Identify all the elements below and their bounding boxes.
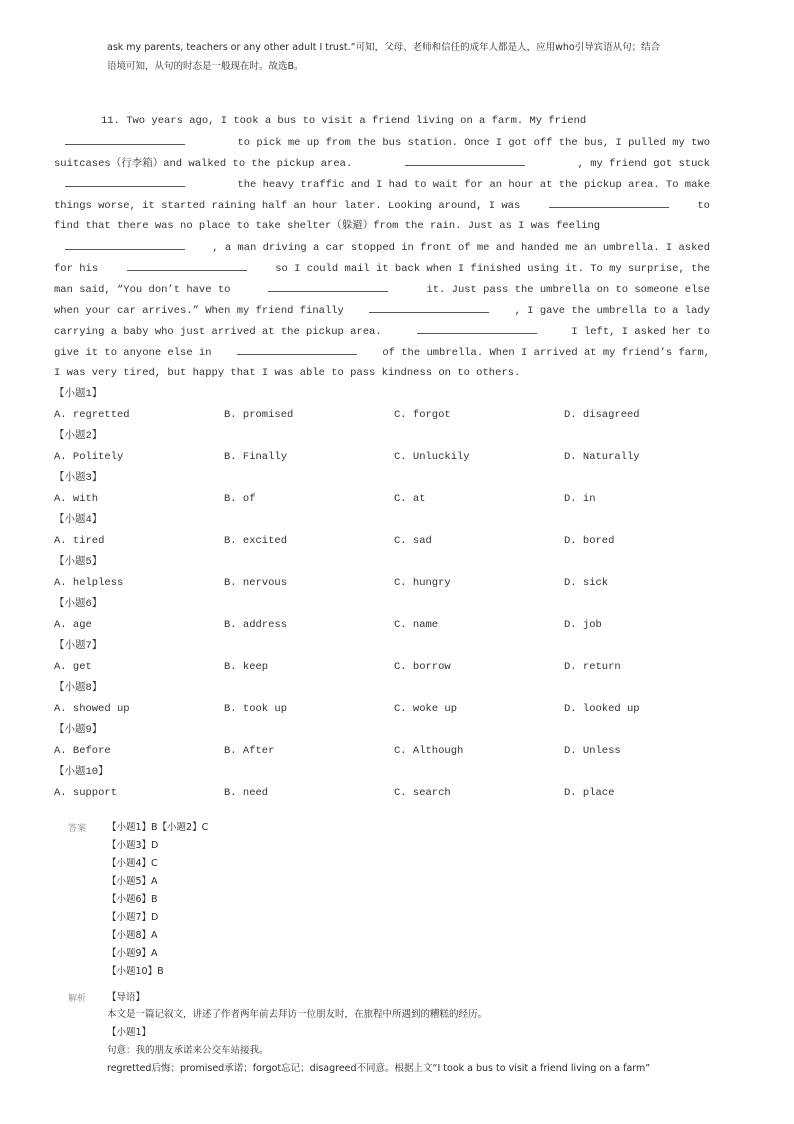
passage-line-13 (54, 364, 710, 382)
option-c[interactable]: C. at (394, 493, 426, 505)
passage-line-6 (54, 217, 710, 235)
option-c[interactable]: C. name (394, 619, 439, 631)
option-b[interactable]: B. promised (224, 409, 294, 421)
question-label-2: 【小题2】 (54, 430, 103, 442)
passage-line-3 (54, 154, 710, 172)
question-options-4 (0, 532, 794, 550)
option-c[interactable]: C. woke up (394, 703, 458, 715)
blank-8[interactable] (369, 301, 489, 313)
passage-text: man said, “You don’t have to (54, 284, 231, 296)
blank-10[interactable] (237, 343, 357, 355)
question-label-10: 【小题10】 (54, 766, 109, 778)
blank-7[interactable] (268, 280, 388, 292)
option-b[interactable]: B. address (224, 619, 288, 631)
passage-text: 11. Two years ago, I took a bus to visit a friend living on a farm. My friend (101, 115, 587, 127)
question-options-10 (0, 784, 794, 802)
option-d[interactable]: D. job (564, 619, 602, 631)
passage-line-8 (54, 259, 710, 277)
answer-line: 【小题7】D (107, 912, 159, 923)
answer-line: 【小题10】B (107, 966, 164, 977)
passage-text: suitcases（行李箱）and walked to the pickup area. (54, 158, 353, 170)
blank-1[interactable] (65, 133, 185, 145)
answer-line: 【小题8】A (107, 930, 158, 941)
blank-5[interactable] (65, 238, 185, 250)
option-c[interactable]: C. forgot (394, 409, 451, 421)
answer-line: 【小题4】C (107, 858, 158, 869)
option-c[interactable]: C. borrow (394, 661, 451, 673)
passage-text: , a man driving a car stopped in front of me and handed me an umbrella. I asked (212, 242, 710, 254)
passage-line-1 (101, 112, 610, 130)
option-c[interactable]: C. Although (394, 745, 464, 757)
option-d[interactable]: D. looked up (564, 703, 640, 715)
option-c[interactable]: C. hungry (394, 577, 451, 589)
answer-line: 【小题3】D (107, 840, 159, 851)
passage-line-2 (54, 133, 710, 151)
question-label-5: 【小题5】 (54, 556, 103, 568)
blank-9[interactable] (417, 322, 537, 334)
blank-2[interactable] (405, 154, 525, 166)
answer-line: 【小题5】A (107, 876, 158, 887)
passage-text: of the umbrella. When I arrived at my friend’s farm, (382, 347, 710, 359)
option-d[interactable]: D. return (564, 661, 621, 673)
passage-text: I was very tired, but happy that I was able to pass kindness on to others. (54, 367, 521, 379)
option-b[interactable]: B. need (224, 787, 269, 799)
option-a[interactable]: A. support (54, 787, 118, 799)
option-c[interactable]: C. Unluckily (394, 451, 470, 463)
option-b[interactable]: B. Finally (224, 451, 288, 463)
question-options-3 (0, 490, 794, 508)
option-d[interactable]: D. Unless (564, 745, 621, 757)
question-options-5 (0, 574, 794, 592)
option-d[interactable]: D. place (564, 787, 615, 799)
option-a[interactable]: A. age (54, 619, 92, 631)
option-b[interactable]: B. nervous (224, 577, 288, 589)
question-options-8 (0, 700, 794, 718)
passage-line-4 (54, 175, 710, 193)
question-label-9: 【小题9】 (54, 724, 103, 736)
passage-text: so I could mail it back when I finished using it. To my surprise, the (275, 263, 710, 275)
blank-3[interactable] (65, 175, 185, 187)
question-options-6 (0, 616, 794, 634)
option-b[interactable]: B. After (224, 745, 275, 757)
answer-line: 【小题1】B【小题2】C (107, 822, 209, 833)
option-b[interactable]: B. excited (224, 535, 288, 547)
passage-text: things worse, it started raining half an hour later. Looking around, I was (54, 200, 521, 212)
passage-text: to (697, 200, 710, 212)
option-d[interactable]: D. bored (564, 535, 615, 547)
blank-6[interactable] (127, 259, 247, 271)
option-b[interactable]: B. keep (224, 661, 269, 673)
passage-text: it. Just pass the umbrella on to someone else (426, 284, 710, 296)
answer-line: 【小题6】B (107, 894, 158, 905)
passage-text: I left, I asked her to (571, 326, 710, 338)
question-label-3: 【小题3】 (54, 472, 103, 484)
option-d[interactable]: D. Naturally (564, 451, 640, 463)
passage-text: to pick me up from the bus station. Once I got off the bus, I pulled my two (237, 137, 710, 149)
option-a[interactable]: A. regretted (54, 409, 130, 421)
passage-text: the heavy traffic and I had to wait for an hour at the pickup area. To make (237, 179, 710, 191)
question-label-7: 【小题7】 (54, 640, 103, 652)
passage-line-5 (54, 196, 710, 214)
passage-line-7 (54, 238, 710, 256)
option-a[interactable]: A. Politely (54, 451, 124, 463)
analysis-line: 【小题1】 (107, 1027, 152, 1038)
question-options-1 (0, 406, 794, 424)
option-a[interactable]: A. showed up (54, 703, 130, 715)
passage-text: find that there was no place to take shelter（躲避）from the rain. Just as I was feeling (54, 220, 601, 232)
option-a[interactable]: A. Before (54, 745, 111, 757)
passage-line-9 (54, 280, 710, 298)
passage-line-12 (54, 343, 710, 361)
question-options-9 (0, 742, 794, 760)
question-options-2 (0, 448, 794, 466)
passage-text: when your car arrives.” When my friend finally (54, 305, 344, 317)
question-label-6: 【小题6】 (54, 598, 103, 610)
passage-text: for his (54, 263, 99, 275)
option-b[interactable]: B. of (224, 493, 256, 505)
option-b[interactable]: B. took up (224, 703, 288, 715)
passage-line-11 (54, 322, 710, 340)
option-d[interactable]: D. in (564, 493, 596, 505)
passage-text: give it to anyone else in (54, 347, 212, 359)
option-a[interactable]: A. tired (54, 535, 105, 547)
answer-line: 【小题9】A (107, 948, 158, 959)
analysis-line: regretted后悔；promised承诺；forgot忘记；disagreed不同意。根据上文“I took a bus to visit a friend living on a farm” (107, 1063, 651, 1074)
analysis-line: 【导语】 (107, 992, 146, 1003)
question-label-8: 【小题8】 (54, 682, 103, 694)
intro-line-2: 语境可知，从句的时态是一般现在时。故选B。 (107, 61, 304, 72)
analysis-line: 本文是一篇记叙文，讲述了作者两年前去拜访一位朋友时，在旅程中所遇到的糟糕的经历。 (107, 1009, 488, 1020)
option-c[interactable]: C. sad (394, 535, 432, 547)
passage-text: , I gave the umbrella to a lady (514, 305, 710, 317)
passage-text: , my friend got stuck (577, 158, 710, 170)
blank-4[interactable] (549, 196, 669, 208)
question-label-1: 【小题1】 (54, 388, 103, 400)
passage-text: carrying a baby who just arrived at the pickup area. (54, 326, 382, 338)
option-c[interactable]: C. search (394, 787, 451, 799)
answer-label: 答案 (68, 824, 87, 834)
intro-line-1: ask my parents, teachers or any other adult I trust.”可知，父母、老师和信任的成年人都是人，应用who引导宾语从句；结合 (107, 42, 661, 53)
question-label-4: 【小题4】 (54, 514, 103, 526)
option-a[interactable]: A. with (54, 493, 99, 505)
option-d[interactable]: D. sick (564, 577, 609, 589)
option-a[interactable]: A. get (54, 661, 92, 673)
analysis-line: 句意：我的朋友承诺来公交车站接我。 (107, 1045, 269, 1056)
question-options-7 (0, 658, 794, 676)
option-d[interactable]: D. disagreed (564, 409, 640, 421)
analysis-label: 解析 (68, 994, 87, 1004)
passage-line-10 (54, 301, 710, 319)
option-a[interactable]: A. helpless (54, 577, 124, 589)
